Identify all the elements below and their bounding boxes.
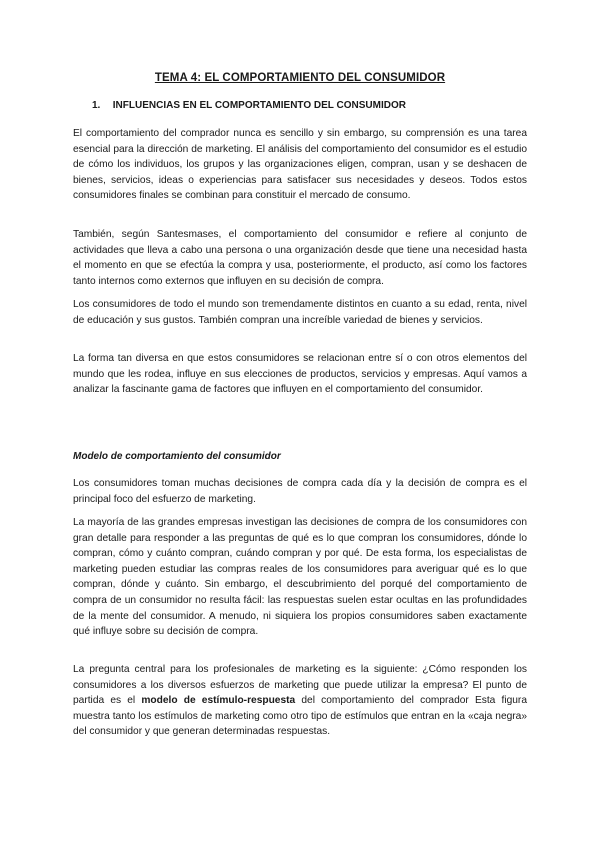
section-heading <box>92 100 406 111</box>
paragraph-1: El comportamiento del comprador nunca es sencillo y sin embargo, su comprensión es una tarea esencial para la dirección de marketing. El análisis del comportamiento del consumidor es el estudio de cómo los individuos, los grupos y las organizaciones eligen, compran, usan y se deshacen de bienes, servicios, ideas o experiencias para satisfacer sus necesidades y deseos. Todos estos consumidores finales se combinan para constituir el mercado de consumo. <box>73 128 527 202</box>
document-title: TEMA 4: EL COMPORTAMIENTO DEL CONSUMIDOR <box>154 72 446 84</box>
subsection-title: Modelo de comportamiento del consumidor <box>73 451 281 462</box>
paragraph-2: También, según Santesmases, el comportamiento del consumidor e refiere al conjunto de actividades que lleva a cabo una persona o una organización desde que tiene una necesidad hasta el momento en que se efectúa la compra y usa, posteriormente, el producto, así como los factores tanto internos como externos que influyen en su decisión de compra. <box>73 229 527 287</box>
paragraph-5: Los consumidores toman muchas decisiones de compra cada día y la decisión de compra es el principal foco del esfuerzo de marketing. <box>73 478 527 505</box>
paragraph-7 <box>73 662 527 740</box>
stimulus-response-model-term: modelo de estímulo-respuesta <box>141 695 296 707</box>
paragraph-7-start: La pregunta central para los profesionales de marketing es la siguiente: ¿Cómo responden los consumidores a los diversos esfuerzos de marketing que puede utilizar la empresa? El punto de partida es el <box>73 664 527 707</box>
paragraph-4: La forma tan diversa en que estos consumidores se relacionan entre sí o con otros elementos del mundo que les rodea, influye en sus elecciones de productos, servicios y empresas. Aquí vamos a analizar la fascinante gama de factores que influyen en el comportamiento del consumidor. <box>73 353 527 396</box>
paragraph-7-end: del comportamiento del comprador Esta figura muestra tanto los estímulos de marketing como otro tipo de estímulos que entran en la «caja negra» del consumidor y que generan determinadas respuestas. <box>73 695 527 738</box>
section-number: 1. <box>92 100 101 111</box>
paragraph-3: Los consumidores de todo el mundo son tremendamente distintos en cuanto a su edad, renta, nivel de educación y sus gustos. También compran una increíble variedad de bienes y servicios. <box>73 299 527 326</box>
section-title: INFLUENCIAS EN EL COMPORTAMIENTO DEL CONSUMIDOR <box>112 100 406 111</box>
paragraph-6: La mayoría de las grandes empresas investigan las decisiones de compra de los consumidores con gran detalle para responder a las preguntas de qué es lo que compran los consumidores, dónde lo compran, cómo y cuánto compran, cuándo compran y por qué. De esta forma, los especialistas de marketing pueden estudiar las compras reales de los consumidores para averiguar qué es lo que compran, dónde y cuánto. Sin embargo, el descubrimiento del porqué del comportamiento de compra de un consumidor no resulta fácil: las respuestas suelen estar ocultas en las profundidades de la mente del consumidor. A menudo, ni siquiera los propios consumidores saben exactamente qué influye sobre su decisión de compra. <box>73 517 527 638</box>
